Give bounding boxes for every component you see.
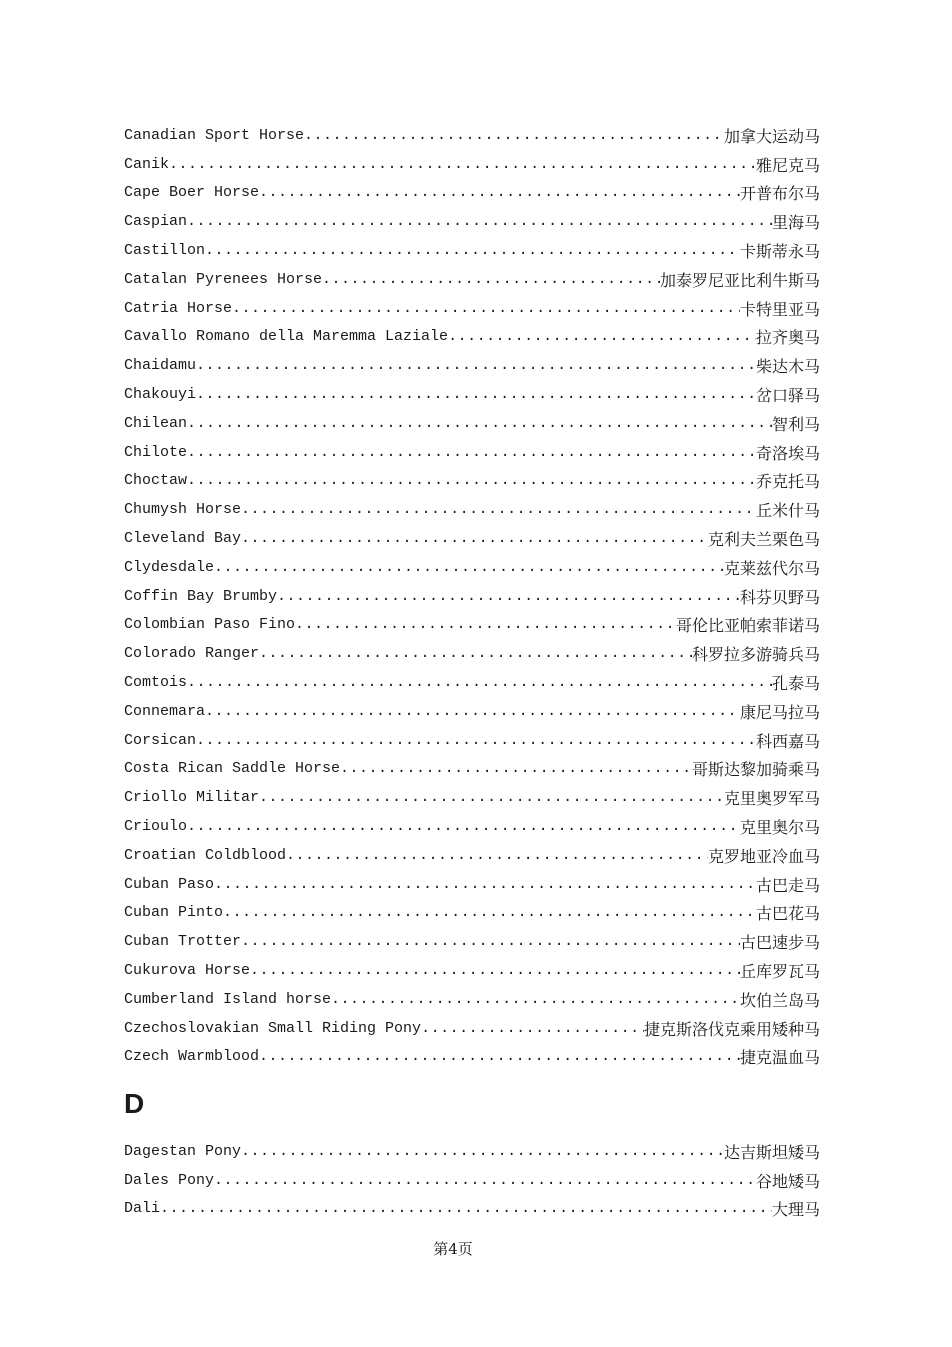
entry-english-name: Catria Horse (124, 299, 233, 317)
dot-leader (205, 242, 740, 259)
entry-english-name: Colombian Paso Fino (124, 616, 296, 634)
index-entry (124, 1137, 820, 1166)
dot-leader (277, 588, 740, 605)
entry-english-name: Czech Warmblood (124, 1048, 260, 1066)
index-entry (124, 697, 820, 726)
entry-chinese-name: 开普布尔马 (739, 184, 820, 204)
entry-english-name: Dales Pony (124, 1171, 215, 1189)
entry-chinese-name: 克里奥罗军马 (723, 789, 820, 809)
entry-english-name: Dagestan Pony (124, 1142, 242, 1160)
entry-english-name: Canik (124, 155, 170, 173)
index-entry (124, 899, 820, 928)
entry-chinese-name: 加拿大运动马 (723, 126, 820, 146)
dot-leader (322, 271, 660, 288)
entry-chinese-name: 捷克温血马 (739, 1048, 820, 1068)
entry-chinese-name: 科罗拉多游骑兵马 (691, 645, 820, 665)
entry-chinese-name: 古巴花马 (755, 904, 820, 924)
entry-chinese-name: 科芬贝野马 (739, 587, 820, 607)
dot-leader (259, 645, 692, 662)
entry-english-name: Cleveland Bay (124, 530, 242, 548)
entry-english-name: Corsican (124, 731, 197, 749)
index-entry (124, 783, 820, 812)
entry-chinese-name: 达吉斯坦矮马 (723, 1142, 820, 1162)
index-entry (124, 207, 820, 236)
index-entry (124, 726, 820, 755)
entry-english-name: Catalan Pyrenees Horse (124, 270, 323, 288)
entry-english-name: Cavallo Romano della Maremma Laziale (124, 328, 449, 346)
entry-english-name: Croatian Coldblood (124, 846, 287, 864)
dot-leader (196, 357, 756, 374)
dot-leader (232, 300, 740, 317)
index-entry (124, 956, 820, 985)
entry-english-name: Dali (124, 1200, 161, 1218)
entry-english-name: Crioulo (124, 818, 188, 836)
entry-chinese-name: 卡特里亚马 (739, 299, 820, 319)
index-entry (124, 668, 820, 697)
entry-english-name: Castillon (124, 242, 206, 260)
entry-chinese-name: 丘库罗瓦马 (739, 962, 820, 981)
entry-chinese-name: 谷地矮马 (755, 1171, 820, 1191)
entry-english-name: Cukurova Horse (124, 962, 251, 979)
entry-chinese-name: 哥斯达黎加骑乘马 (691, 760, 820, 780)
index-entry (124, 870, 820, 899)
dot-leader (160, 1200, 772, 1217)
dot-leader (286, 847, 708, 864)
dot-leader (214, 1172, 756, 1189)
entry-english-name: Costa Rican Saddle Horse (124, 760, 341, 778)
entry-english-name: Chumysh Horse (124, 501, 242, 519)
entry-english-name: Chakouyi (124, 386, 197, 404)
dot-leader (187, 213, 772, 230)
entry-chinese-name: 孔泰马 (771, 674, 820, 694)
dot-leader (331, 991, 740, 1008)
dot-leader (205, 703, 740, 720)
index-entry (124, 553, 820, 582)
index-entry (124, 236, 820, 265)
entry-english-name: Colorado Ranger (124, 645, 260, 663)
dot-leader (250, 962, 740, 979)
index-entry (124, 985, 820, 1014)
dot-leader (187, 818, 740, 835)
index-entry (124, 1014, 820, 1043)
section-heading-d: D (124, 1088, 145, 1119)
entry-english-name: Caspian (124, 213, 188, 231)
entry-chinese-name: 克罗地亚冷血马 (707, 846, 820, 866)
entry-chinese-name: 加泰罗尼亚比利牛斯马 (659, 270, 820, 290)
entry-english-name: Cuban Paso (124, 875, 215, 893)
entry-english-name: Czechoslovakian Small Riding Pony (124, 1019, 422, 1037)
entry-chinese-name: 捷克斯洛伐克乘用矮种马 (643, 1019, 820, 1039)
entry-chinese-name: 克里奥尔马 (739, 818, 820, 838)
d-entries-list (124, 1137, 820, 1223)
entry-chinese-name: 卡斯蒂永马 (739, 242, 820, 262)
index-entry (124, 1166, 820, 1195)
entry-english-name: Chilean (124, 414, 188, 432)
entry-english-name: Cape Boer Horse (124, 184, 260, 202)
dot-leader (196, 732, 756, 749)
entry-chinese-name: 智利马 (771, 414, 820, 434)
entry-english-name: Chaidamu (124, 357, 197, 375)
dot-leader (187, 674, 772, 691)
index-entry (124, 495, 820, 524)
dot-leader (196, 386, 756, 403)
entry-chinese-name: 科西嘉马 (755, 731, 820, 751)
entry-english-name: Cumberland Island horse (124, 990, 332, 1008)
dot-leader (259, 184, 740, 201)
index-entry (124, 179, 820, 208)
index-entry (124, 1195, 820, 1224)
index-entry (124, 611, 820, 640)
dot-leader (187, 444, 756, 461)
index-entry (124, 1043, 820, 1072)
entry-english-name: Criollo Militar (124, 789, 260, 807)
entry-chinese-name: 克莱兹代尔马 (723, 558, 820, 578)
page-number: 第4页 (433, 1240, 473, 1258)
index-entry (124, 409, 820, 438)
index-entry (124, 323, 820, 352)
entry-english-name: Chilote (124, 443, 188, 461)
entry-english-name: Comtois (124, 674, 188, 692)
entry-chinese-name: 奇洛埃马 (755, 443, 820, 463)
dot-leader (223, 904, 756, 921)
dot-leader (187, 472, 756, 489)
entry-chinese-name: 里海马 (771, 213, 820, 233)
entry-chinese-name: 雅尼克马 (755, 155, 820, 175)
index-entry (124, 121, 820, 150)
entry-chinese-name: 丘米什马 (755, 501, 820, 521)
entry-english-name: Coffin Bay Brumby (124, 587, 278, 605)
dot-leader (295, 616, 676, 633)
index-entry (124, 812, 820, 841)
entry-chinese-name: 克利夫兰栗色马 (707, 530, 820, 550)
dot-leader (187, 415, 772, 432)
entry-chinese-name: 哥伦比亚帕索菲诺马 (675, 616, 820, 636)
dot-leader (169, 156, 756, 173)
index-entry (124, 265, 820, 294)
dot-leader (448, 328, 756, 345)
entry-english-name: Choctaw (124, 472, 188, 490)
entry-chinese-name: 大理马 (771, 1200, 820, 1220)
entry-english-name: Cuban Pinto (124, 904, 224, 922)
index-entry (124, 467, 820, 496)
entry-chinese-name: 古巴速步马 (739, 933, 820, 953)
dot-leader (214, 559, 724, 576)
dot-leader (340, 760, 692, 777)
entry-chinese-name: 拉齐奥马 (755, 328, 820, 348)
entry-english-name: Cuban Trotter (124, 933, 242, 951)
dot-leader (214, 876, 756, 893)
entry-english-name: Connemara (124, 702, 206, 720)
dot-leader (241, 933, 740, 950)
dot-leader (241, 1143, 724, 1160)
index-entry (124, 524, 820, 553)
entry-chinese-name: 乔克托马 (755, 472, 820, 492)
index-entry (124, 438, 820, 467)
index-entry (124, 841, 820, 870)
index-entry (124, 639, 820, 668)
dot-leader (421, 1020, 644, 1037)
c-entries-list (124, 121, 820, 1071)
index-entry (124, 150, 820, 179)
entry-chinese-name: 岔口驿马 (755, 386, 820, 406)
index-entry (124, 294, 820, 323)
entry-chinese-name: 古巴走马 (755, 875, 820, 895)
dot-leader (241, 530, 708, 547)
dot-leader (259, 789, 724, 806)
index-entry (124, 927, 820, 956)
index-entry (124, 755, 820, 784)
index-entry (124, 351, 820, 380)
dot-leader (304, 127, 724, 144)
entry-chinese-name: 康尼马拉马 (739, 702, 820, 722)
entry-chinese-name: 坎伯兰岛马 (739, 990, 820, 1010)
entry-chinese-name: 柴达木马 (755, 357, 820, 377)
entry-english-name: Canadian Sport Horse (124, 126, 305, 144)
dot-leader (241, 501, 756, 518)
index-entry (124, 582, 820, 611)
index-entry (124, 380, 820, 409)
entry-english-name: Clydesdale (124, 558, 215, 576)
dot-leader (259, 1048, 740, 1065)
